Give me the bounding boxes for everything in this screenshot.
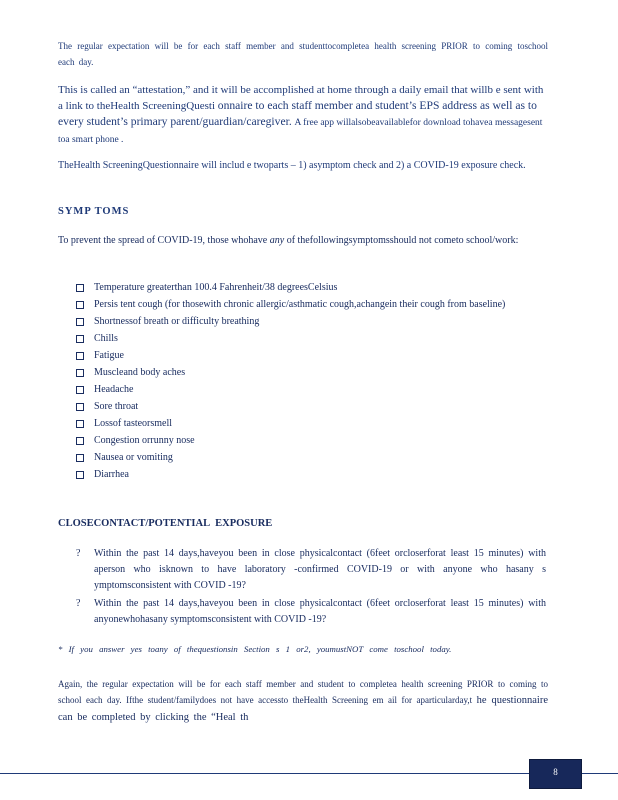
checkbox-icon: [76, 369, 84, 377]
checkbox-icon: [76, 352, 84, 360]
checkbox-icon: [76, 403, 84, 411]
symptom-label: Chills: [94, 333, 118, 344]
attestation-text-part2: onnaire to each staff member and student’s EPS address as well as to every student’s primary parent/guardian/caregiver.: [58, 99, 537, 128]
footer-rule: [580, 773, 618, 774]
symptoms-heading: SYMP TOMS: [58, 206, 130, 217]
symptoms-intro: [58, 233, 548, 249]
symptom-label: Persis tent cough (for thosewith chronic allergic/asthmatic cough,achangein their cough from baseline): [94, 299, 506, 310]
list-item: [76, 450, 546, 466]
list-item: [76, 399, 546, 415]
attestation-paragraph: [58, 82, 548, 148]
symptoms-intro-part2: of thefollowingsymptomsshould not cometo school/work:: [286, 235, 519, 246]
symptom-label: Headache: [94, 384, 134, 395]
checkbox-icon: [76, 284, 84, 292]
symptom-label: Congestion orrunny nose: [94, 435, 195, 446]
attestation-text-part3: A free app willalsobeavailablefor download tohavea messagesent toa smart phone .: [58, 118, 543, 145]
symptoms-intro-any: any: [269, 235, 285, 246]
symptom-label: Sore throat: [94, 401, 139, 412]
intro-paragraph: The regular expectation will be for each staff member and studenttocompletea health screening PRIOR to coming toschool each day.: [58, 41, 548, 67]
exclusion-note: * If you answer yes toany of thequestionsin Section s 1 or2, youmustNOT come toschool today.: [58, 644, 452, 654]
close-contact-heading: CLOSECONTACT/POTENTIAL EXPOSURE: [58, 518, 273, 529]
symptom-label: Nausea or vomiting: [94, 452, 173, 463]
closing-text-part2: he questionnaire can be completed by clicking the “Heal th: [58, 695, 549, 723]
question-mark-icon: ?: [76, 548, 81, 559]
symptom-label: Diarrhea: [94, 469, 129, 480]
question-mark-icon: ?: [76, 598, 81, 609]
checkbox-icon: [76, 437, 84, 445]
closing-text-part1: Again, the regular expectation will be for each staff member and student to completea health screening PRIOR to coming to school each day. Ifthe student/familydoes not have accessto theHealth Screening em ail for aparticularday,t: [58, 679, 548, 705]
symptom-label: Muscleand body aches: [94, 367, 186, 378]
page-number: 8: [553, 767, 558, 777]
checkbox-icon: [76, 454, 84, 462]
page-number-box: [529, 759, 582, 789]
checkbox-icon: [76, 301, 84, 309]
question-text: Within the past 14 days,haveyou been in close physicalcontact (6feet orcloserforat least 15 minutes) with aperson who isknown to have laboratory -confirmed COVID-19 or with anyone who hasany s ymptomsconsistent with COVID -19?: [94, 548, 546, 591]
attestation-text-part1: This is called an “attestation,” and it will be accomplished at home through a daily email that willb e sent with a link to theHealth ScreeningQuesti: [58, 84, 544, 112]
list-item: [76, 416, 546, 432]
symptom-label: Lossof tasteorsmell: [94, 418, 173, 429]
list-item: [76, 382, 546, 398]
question-text: Within the past 14 days,haveyou been in close physicalcontact (6feet orcloserforat least 15 minutes) with anyonewhohasany symptomsconsistent with COVID -19?: [94, 598, 546, 625]
list-item: [76, 331, 546, 347]
symptom-label: Temperature greaterthan 100.4 Fahrenheit/38 degreesCelsius: [94, 282, 338, 293]
checkbox-icon: [76, 335, 84, 343]
symptoms-list: [76, 280, 546, 484]
symptoms-intro-part1: To prevent the spread of COVID-19, those whohave: [58, 235, 268, 246]
list-item: [76, 433, 546, 449]
checkbox-icon: [76, 318, 84, 326]
checkbox-icon: [76, 420, 84, 428]
checkbox-icon: [76, 471, 84, 479]
exposure-question: [76, 546, 546, 594]
list-item: [76, 280, 546, 296]
list-item: [76, 365, 546, 381]
checkbox-icon: [76, 386, 84, 394]
questionnaire-paragraph: TheHealth ScreeningQuestionnaire will includ e twoparts – 1) asymptom check and 2) a COVID-19 exposure check.: [58, 160, 526, 171]
exposure-question: [76, 596, 546, 628]
list-item: [76, 314, 546, 330]
symptom-label: Shortnessof breath or difficulty breathing: [94, 316, 260, 327]
footer-rule: [0, 773, 529, 774]
list-item: [76, 467, 546, 483]
list-item: [76, 348, 546, 364]
symptom-label: Fatigue: [94, 350, 124, 361]
list-item: [76, 297, 546, 313]
closing-paragraph: [58, 676, 548, 726]
